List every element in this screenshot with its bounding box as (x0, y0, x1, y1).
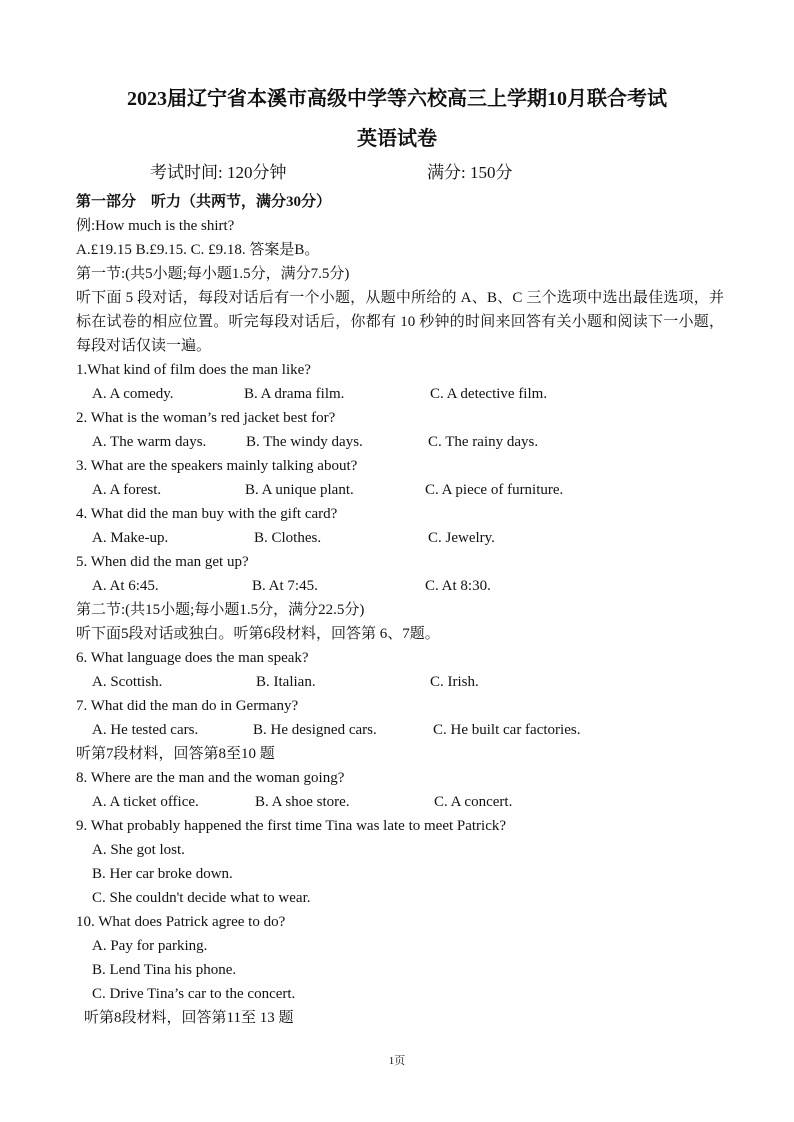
q7-option-b: B. He designed cars. (253, 722, 377, 738)
q6-option-a: A. Scottish. (92, 674, 163, 690)
q6-option-b: B. Italian. (256, 674, 316, 690)
q5-option-b: B. At 7:45. (252, 578, 318, 594)
q1-option-c: C. A detective film. (430, 386, 548, 402)
exam-time: 考试时间: 120分钟 (150, 163, 287, 182)
question-8: 8. Where are the man and the woman going? (76, 770, 345, 786)
question-7: 7. What did the man do in Germany? (76, 698, 299, 714)
q3-option-c: C. A piece of furniture. (425, 482, 564, 498)
q8-option-a: A. A ticket office. (92, 794, 199, 810)
section2-heading: 第二节:(共15小题;每小题1.5分，满分22.5分) (76, 602, 365, 618)
q1-option-a: A. A comedy. (92, 386, 174, 402)
question-2: 2. What is the woman’s red jacket best for? (76, 410, 336, 426)
q1-option-b: B. A drama film. (244, 386, 345, 402)
q2-option-b: B. The windy days. (246, 434, 363, 450)
q4-option-c: C. Jewelry. (428, 530, 495, 546)
q7-option-c: C. He built car factories. (433, 722, 581, 738)
q6-option-c: C. Irish. (430, 674, 479, 690)
q10-option-b: B. Lend Tina his phone. (92, 962, 237, 978)
q5-option-a: A. At 6:45. (92, 578, 159, 594)
exam-title: 2023届辽宁省本溪市高级中学等六校高三上学期10月联合考试 (127, 88, 667, 110)
listen-section-8: 听第8段材料，回答第11至 13 题 (84, 1010, 294, 1026)
q7-option-a: A. He tested cars. (92, 722, 199, 738)
exam-subtitle: 英语试卷 (357, 128, 437, 150)
q5-option-c: C. At 8:30. (425, 578, 491, 594)
question-5: 5. When did the man get up? (76, 554, 249, 570)
question-10: 10. What does Patrick agree to do? (76, 914, 286, 930)
question-6: 6. What language does the man speak? (76, 650, 309, 666)
listen-section-7: 听第7段材料，回答第8至10 题 (76, 746, 275, 762)
q2-option-a: A. The warm days. (92, 434, 207, 450)
q9-option-c: C. She couldn't decide what to wear. (92, 890, 311, 906)
q9-option-a: A. She got lost. (92, 842, 185, 858)
section1-heading: 第一节:(共5小题;每小题1.5分，满分7.5分) (76, 266, 350, 282)
question-3: 3. What are the speakers mainly talking about? (76, 458, 358, 474)
part1-heading: 第一部分 听力（共两节，满分30分） (76, 194, 332, 210)
example-answer: A.£19.15 B.£9.15. C. £9.18. 答案是B。 (76, 242, 320, 258)
q2-option-c: C. The rainy days. (428, 434, 539, 450)
q3-option-b: B. A unique plant. (245, 482, 354, 498)
question-4: 4. What did the man buy with the gift card? (76, 506, 338, 522)
question-9: 9. What probably happened the first time Tina was late to meet Patrick? (76, 818, 507, 834)
q3-option-a: A. A forest. (92, 482, 162, 498)
q4-option-b: B. Clothes. (254, 530, 322, 546)
section1-instructions: 听下面 5 段对话，每段对话后有一个小题，从题中所给的 A、B、C 三个选项中选出最佳选项，并标在试卷的相应位置。听完每段对话后，你都有 10 秒钟的时间来回答有关小题和阅读下一小题，每段对话仅读一遍。 (76, 290, 724, 354)
example-question: 例:How much is the shirt? (76, 218, 235, 234)
page-number: 1页 (388, 1055, 406, 1067)
q4-option-a: A. Make-up. (92, 530, 169, 546)
q9-option-b: B. Her car broke down. (92, 866, 233, 882)
q8-option-c: C. A concert. (434, 794, 513, 810)
question-1: 1.What kind of film does the man like? (76, 362, 311, 378)
q10-option-c: C. Drive Tina’s car to the concert. (92, 986, 296, 1002)
section2-instructions: 听下面5段对话或独白。听第6段材料，回答第 6、7题。 (76, 626, 440, 642)
exam-score: 满分: 150分 (427, 163, 513, 182)
q8-option-b: B. A shoe store. (255, 794, 350, 810)
q10-option-a: A. Pay for parking. (92, 938, 208, 954)
